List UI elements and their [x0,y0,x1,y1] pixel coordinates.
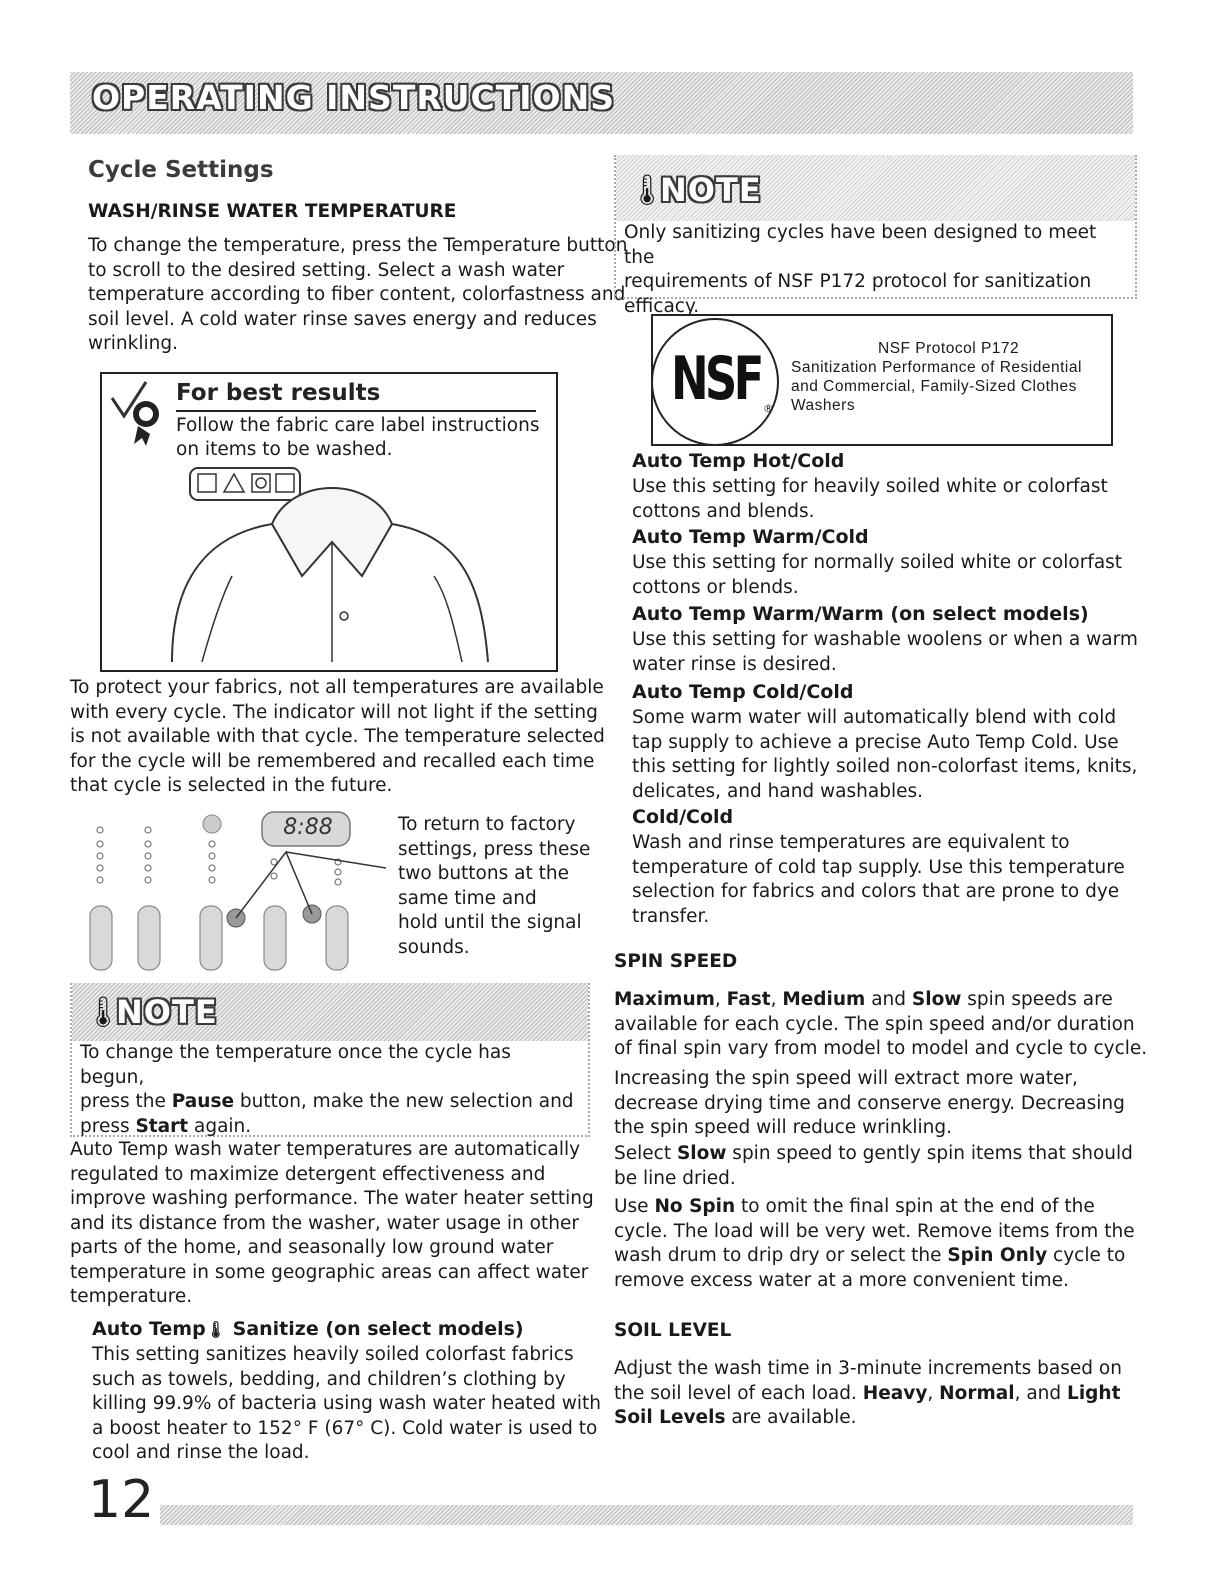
text-line: Washers [791,397,856,414]
text-line: water rinse is desired. [632,653,837,675]
text-line: Use this setting for washable woolens or when a warm [632,629,1138,650]
text-line: two buttons at the [398,863,569,884]
temp-text-warm-warm [632,628,1138,677]
text-line: killing 99.9% of bacteria using wash water heated with [92,1393,601,1414]
award-ribbon-icon [106,376,176,456]
text-line: Only sanitizing cycles have been designed to meet the [624,222,1097,268]
nsf-protocol: NSF Protocol P172 [878,340,1020,357]
text-line: wash drum to drip dry or select the Spin Only cycle to [614,1245,1126,1266]
temp-title-warm-warm: Auto Temp Warm/Warm (on select models) [632,603,1089,625]
text-line: To return to factory [398,814,576,835]
temp-title-cold-cold: Cold/Cold [632,806,734,828]
factory-reset-paragraph [398,813,590,960]
text-line: with every cycle. The indicator will not light if the setting [70,701,598,723]
text-line: is not available with that cycle. The temperature selected [70,726,605,747]
text-line: cool and rinse the load. [92,1442,310,1463]
text-line: Some warm water will automatically blend with cold [632,707,1117,728]
text-line: and Commercial, Family-Sized Clothes [791,378,1077,395]
text-line: To change the temperature, press the Temperature button [88,235,628,256]
text-line: wrinkling. [88,333,178,354]
best-results-title: For best results [176,380,381,406]
text-line: Wash and rinse temperatures are equivalent to [632,832,1070,853]
text-line: Follow the fabric care label instructions [176,415,540,436]
text-line: Adjust the wash time in 3-minute increments based on [614,1358,1122,1379]
text-line: be line dried. [614,1167,736,1189]
text-line: a boost heater to 152° F (67° C). Cold water is used to [92,1417,598,1439]
sanitize-title: Auto Temp🌡 Sanitize (on select models) [92,1318,524,1340]
protect-paragraph [70,676,605,799]
divider [176,410,536,412]
text-line: press Start again. [80,1115,252,1137]
auto-temp-paragraph [70,1138,594,1310]
shirt-collar-illustration [162,466,502,666]
text-line: temperature. [70,1286,193,1307]
text-line: To protect your fabrics, not all temperatures are available [70,677,604,698]
text-line: Soil Levels are available. [614,1407,857,1428]
soil-level-paragraph [614,1357,1122,1431]
display-readout: 8:88 [283,815,333,840]
text-line: temperature in some geographic areas can affect water [70,1261,589,1283]
text-line: Sanitization Performance of Residential [791,359,1082,376]
text-line: Maximum, Fast, Medium and Slow spin speeds are [614,989,1113,1010]
note-text [624,221,1127,319]
best-results-box [100,372,558,672]
text-line: tap supply to achieve a precise Auto Temp Cold. Use [632,731,1119,753]
temp-text-hot-cold [632,475,1108,524]
text-line: of final spin vary from model to model and cycle to cycle. [614,1038,1148,1059]
sanitize-paragraph [92,1343,601,1466]
soil-level-title: SOIL LEVEL [614,1320,732,1341]
note-header [616,155,1135,221]
best-results-text [176,414,539,462]
text-line: Select Slow spin speed to gently spin items that should [614,1143,1133,1164]
text-line: Use No Spin to omit the final spin at the end of the [614,1196,1095,1217]
text-line: requirements of NSF P172 protocol for sanitization [624,271,1092,292]
text-line: to scroll to the desired setting. Select a wash water [88,259,565,281]
text-line: and its distance from the washer, water usage in other [70,1212,579,1234]
temp-title-warm-cold: Auto Temp Warm/Cold [632,526,869,548]
note-text [80,1041,580,1139]
intro-paragraph [88,234,627,357]
text-line: on items to be washed. [176,439,393,460]
text-line: the spin speed will reduce wrinkling. [614,1117,952,1138]
text-line: available for each cycle. The spin speed and/or duration [614,1013,1135,1035]
text-line: Use this setting for normally soiled white or colorfast [632,552,1123,573]
temp-text-warm-cold [632,551,1122,600]
temp-title-hot-cold: Auto Temp Hot/Cold [632,450,845,472]
text-line: hold until the signal [398,912,582,933]
text-line: parts of the home, and seasonally low ground water [70,1237,554,1258]
thermometer-icon: 🌡 [628,173,667,208]
spin-speed-paragraph-4 [614,1195,1135,1293]
thermometer-icon: 🌡 [84,995,123,1030]
text-line: soil level. A cold water rinse saves energy and reduces [88,308,597,330]
text-line: for the cycle will be remembered and recalled each time [70,750,595,772]
text-line: transfer. [632,905,710,927]
text-line: sounds. [398,936,470,958]
text-line: press the Pause button, make the new selection and [80,1091,574,1112]
text-line: improve washing performance. The water heater setting [70,1188,594,1209]
text-line: temperature of cold tap supply. Use this temperature [632,856,1125,878]
text-line: cottons or blends. [632,576,799,598]
spin-speed-paragraph-2 [614,1067,1125,1141]
page-number: 12 [88,1470,155,1530]
text-line: Increasing the spin speed will extract more water, [614,1068,1078,1089]
text-line: cycle. The load will be very wet. Remove items from the [614,1220,1135,1242]
nsf-description [791,358,1082,415]
spin-speed-paragraph-3 [614,1142,1133,1191]
temp-text-cold-cold [632,831,1125,929]
text-line: This setting sanitizes heavily soiled colorfast fabrics [92,1344,574,1365]
header-banner [70,72,1133,134]
text-line: this setting for lightly soiled non-colorfast items, knits, [632,756,1138,777]
subsection-title: WASH/RINSE WATER TEMPERATURE [88,201,457,222]
text-line: regulated to maximize detergent effectiveness and [70,1163,546,1185]
text-line: To change the temperature once the cycle has begun, [80,1042,511,1088]
text-line: delicates, and hand washables. [632,780,923,802]
text-line: settings, press these [398,838,591,860]
text-line: cottons and blends. [632,500,815,522]
text-line: temperature according to fiber content, colorfastness and [88,284,626,305]
note-box-temperature [70,983,590,1137]
note-header [72,983,588,1041]
text-line: remove excess water at a more convenient time. [614,1269,1069,1291]
page-title: OPERATING INSTRUCTIONS [92,78,615,117]
text-line: Auto Temp wash water temperatures are automatically [70,1139,581,1160]
note-title: NOTE [660,171,762,209]
temp-title-cold-cold-auto: Auto Temp Cold/Cold [632,681,854,703]
text-line: selection for fabrics and colors that are prone to dye [632,881,1120,902]
spin-speed-paragraph-1 [614,988,1147,1062]
text-line: such as towels, bedding, and children’s clothing by [92,1368,566,1390]
note-title: NOTE [116,993,218,1031]
text-line: decrease drying time and conserve energy. Decreasing [614,1092,1125,1114]
text-line: same time and [398,887,537,909]
text-line: the soil level of each load. Heavy, Normal, and Light [614,1382,1121,1404]
registered-mark: ® [763,402,774,415]
section-title: Cycle Settings [88,157,274,183]
note-box-sanitizing [614,155,1137,317]
spin-speed-title: SPIN SPEED [614,951,738,972]
footer-bar [160,1505,1133,1525]
text-line: that cycle is selected in the future. [70,775,393,796]
text-line: efficacy. [624,295,700,317]
nsf-logo: NSF [671,344,761,414]
nsf-certification-box [651,314,1113,446]
text-line: Use this setting for heavily soiled white or colorfast [632,476,1108,497]
thermometer-icon: 🌡 [205,1320,227,1339]
temp-text-cold-cold-auto [632,706,1137,804]
